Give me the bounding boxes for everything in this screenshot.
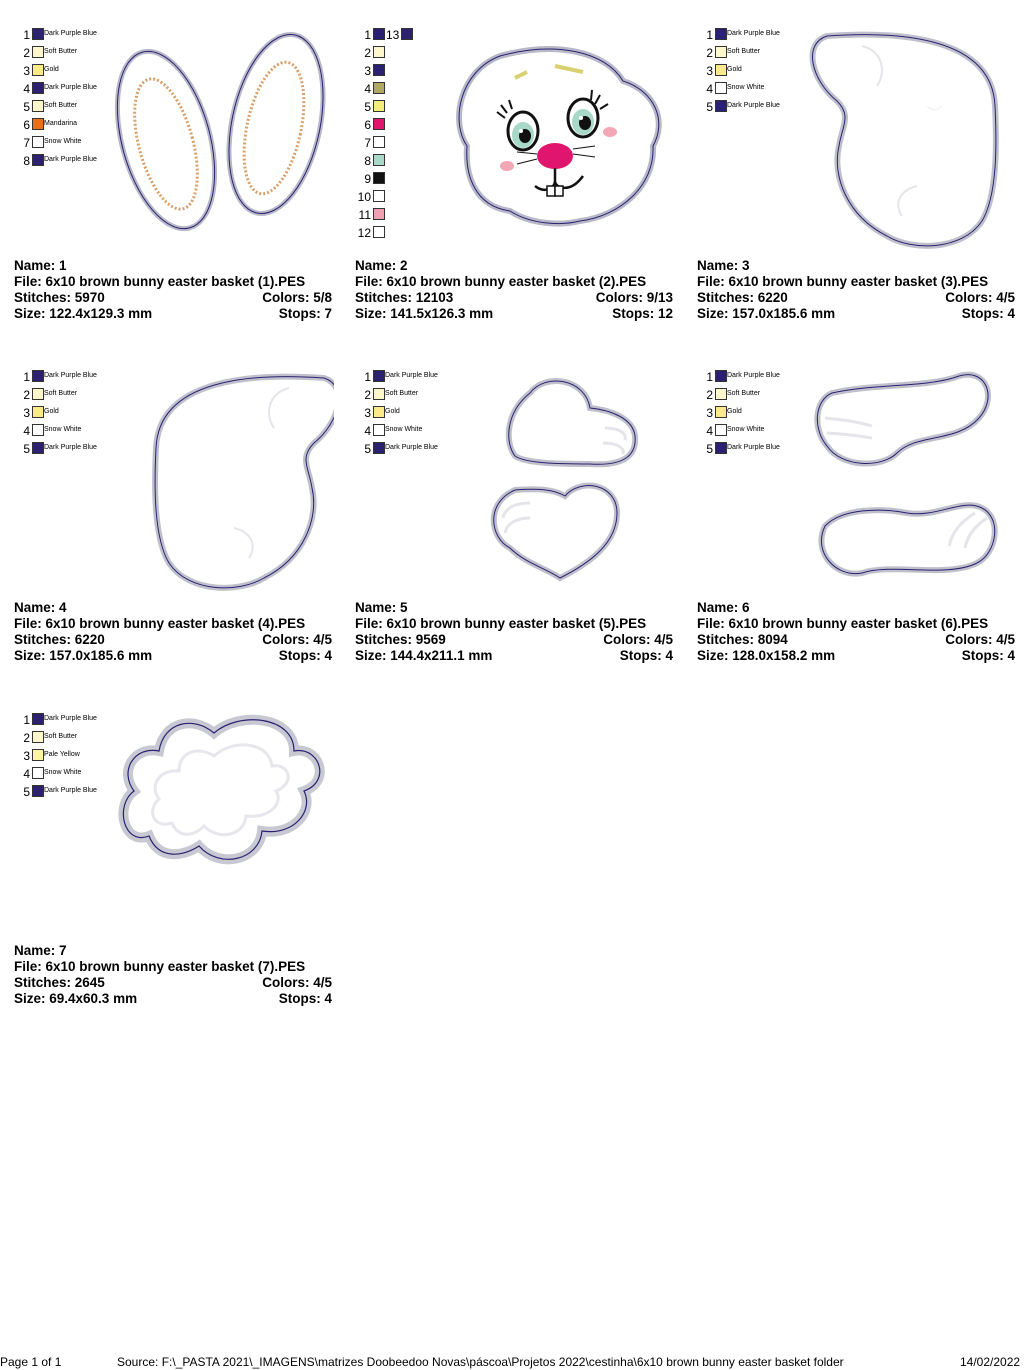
design-file: File: 6x10 brown bunny easter basket (5).PES bbox=[355, 616, 647, 631]
legend-number: 4 bbox=[706, 82, 713, 96]
legend-number: 2 bbox=[23, 388, 30, 402]
design-stops: Stops: 4 bbox=[278, 991, 332, 1006]
design-info bbox=[14, 600, 332, 664]
legend-number: 5 bbox=[364, 100, 371, 114]
legend-number: 3 bbox=[706, 406, 713, 420]
design-info bbox=[697, 600, 1015, 664]
thread-name: Snow White bbox=[385, 426, 423, 433]
thread-name: Dark Purple Blue bbox=[44, 30, 97, 37]
thread-name: Soft Butter bbox=[44, 102, 78, 109]
legend-number: 4 bbox=[364, 82, 371, 96]
legend-number: 3 bbox=[364, 406, 371, 420]
legend-number: 5 bbox=[23, 442, 30, 456]
design-name: Name: 7 bbox=[14, 943, 67, 958]
footer-date: 14/02/2022 bbox=[960, 1355, 1021, 1369]
thread-name: Soft Butter bbox=[727, 48, 761, 55]
thread-name: Snow White bbox=[44, 769, 82, 776]
design-size: Size: 157.0x185.6 mm bbox=[14, 648, 153, 663]
legend-number: 2 bbox=[706, 388, 713, 402]
legend-number: 7 bbox=[364, 136, 371, 150]
thread-name: Dark Purple Blue bbox=[727, 372, 780, 379]
legend-number: 1 bbox=[23, 713, 30, 727]
legend-number: 3 bbox=[23, 406, 30, 420]
design-card-5 bbox=[355, 368, 675, 698]
design-file: File: 6x10 brown bunny easter basket (6).PES bbox=[697, 616, 989, 631]
design-preview-ears bbox=[14, 26, 334, 251]
legend-number: 3 bbox=[23, 64, 30, 78]
legend-number: 1 bbox=[706, 370, 713, 384]
design-file: File: 6x10 brown bunny easter basket (2).PES bbox=[355, 274, 647, 289]
legend-number: 2 bbox=[23, 46, 30, 60]
design-stops: Stops: 7 bbox=[278, 306, 332, 321]
design-card-1 bbox=[14, 26, 334, 356]
thread-name: Dark Purple Blue bbox=[727, 102, 780, 109]
design-stops: Stops: 4 bbox=[961, 648, 1015, 663]
design-preview-tail bbox=[14, 711, 334, 936]
legend-number: 2 bbox=[364, 388, 371, 402]
design-file: File: 6x10 brown bunny easter basket (4).PES bbox=[14, 616, 306, 631]
design-colors: Colors: 9/13 bbox=[595, 290, 673, 305]
design-colors: Colors: 4/5 bbox=[262, 632, 332, 647]
design-file: File: 6x10 brown bunny easter basket (7).PES bbox=[14, 959, 306, 974]
thread-name: Dark Purple Blue bbox=[385, 372, 438, 379]
legend-number: 8 bbox=[23, 154, 30, 168]
thread-name: Mandarina bbox=[44, 120, 78, 127]
legend-number: 3 bbox=[706, 64, 713, 78]
design-colors: Colors: 4/5 bbox=[603, 632, 673, 647]
thread-name: Gold bbox=[727, 408, 742, 415]
thread-name: Pale Yellow bbox=[44, 751, 80, 758]
design-card-6 bbox=[697, 368, 1017, 698]
design-info bbox=[14, 943, 332, 1007]
design-card-2 bbox=[355, 26, 675, 356]
design-stops: Stops: 4 bbox=[961, 306, 1015, 321]
design-preview-body-left bbox=[697, 26, 1017, 251]
thread-name: Dark Purple Blue bbox=[44, 372, 97, 379]
legend-number: 1 bbox=[23, 28, 30, 42]
legend-number: 5 bbox=[23, 100, 30, 114]
design-colors: Colors: 4/5 bbox=[262, 975, 332, 990]
thread-name: Dark Purple Blue bbox=[44, 444, 97, 451]
thread-name: Gold bbox=[727, 66, 742, 73]
design-info bbox=[697, 258, 1015, 322]
design-name: Name: 1 bbox=[14, 258, 67, 273]
legend-number: 12 bbox=[357, 226, 371, 240]
thread-name: Snow White bbox=[44, 426, 82, 433]
thread-name: Gold bbox=[385, 408, 400, 415]
legend-number: 8 bbox=[364, 154, 371, 168]
design-name: Name: 3 bbox=[697, 258, 750, 273]
thread-name: Dark Purple Blue bbox=[385, 444, 438, 451]
legend-number: 5 bbox=[364, 442, 371, 456]
thread-name: Soft Butter bbox=[727, 390, 761, 397]
legend-number: 13 bbox=[386, 28, 400, 42]
legend-number: 2 bbox=[23, 731, 30, 745]
design-stops: Stops: 4 bbox=[619, 648, 673, 663]
design-info bbox=[355, 600, 673, 664]
thread-name: Gold bbox=[44, 66, 59, 73]
design-size: Size: 144.4x211.1 mm bbox=[355, 648, 493, 663]
thread-name: Soft Butter bbox=[44, 390, 78, 397]
thread-name: Dark Purple Blue bbox=[44, 84, 97, 91]
legend-number: 7 bbox=[23, 136, 30, 150]
design-card-4 bbox=[14, 368, 334, 698]
legend-number: 9 bbox=[364, 172, 371, 186]
thread-name: Gold bbox=[44, 408, 59, 415]
legend-number: 5 bbox=[706, 442, 713, 456]
legend-number: 1 bbox=[364, 370, 371, 384]
design-stitches: Stitches: 6220 bbox=[697, 290, 788, 305]
design-size: Size: 69.4x60.3 mm bbox=[14, 991, 138, 1006]
legend-number: 5 bbox=[706, 100, 713, 114]
thread-name: Dark Purple Blue bbox=[44, 156, 97, 163]
legend-number: 2 bbox=[706, 46, 713, 60]
legend-number: 1 bbox=[706, 28, 713, 42]
footer-source: Source: F:\_PASTA 2021\_IMAGENS\matrizes Doobeedoo Novas\páscoa\Projetos 2022\cestinha\6x10 brown bunny easter basket folder bbox=[117, 1355, 844, 1369]
design-name: Name: 2 bbox=[355, 258, 408, 273]
legend-number: 1 bbox=[364, 28, 371, 42]
design-preview-face bbox=[355, 26, 675, 251]
legend-number: 3 bbox=[364, 64, 371, 78]
thread-name: Dark Purple Blue bbox=[727, 444, 780, 451]
design-stitches: Stitches: 9569 bbox=[355, 632, 446, 647]
legend-number: 1 bbox=[23, 370, 30, 384]
footer-page: Page 1 of 1 bbox=[0, 1355, 62, 1369]
legend-number: 6 bbox=[364, 118, 371, 132]
legend-number: 3 bbox=[23, 749, 30, 763]
design-card-3 bbox=[697, 26, 1017, 356]
design-card-7 bbox=[14, 711, 334, 1041]
design-size: Size: 128.0x158.2 mm bbox=[697, 648, 836, 663]
legend-number: 4 bbox=[23, 82, 30, 96]
design-size: Size: 122.4x129.3 mm bbox=[14, 306, 153, 321]
thread-name: Snow White bbox=[44, 138, 82, 145]
design-stitches: Stitches: 5970 bbox=[14, 290, 105, 305]
legend-number: 5 bbox=[23, 785, 30, 799]
thread-name: Soft Butter bbox=[44, 48, 78, 55]
legend-number: 4 bbox=[23, 424, 30, 438]
design-preview-paws bbox=[355, 368, 675, 593]
thread-name: Dark Purple Blue bbox=[727, 30, 780, 37]
design-colors: Colors: 5/8 bbox=[262, 290, 332, 305]
design-name: Name: 4 bbox=[14, 600, 67, 615]
design-preview-body-right bbox=[14, 368, 334, 593]
design-preview-feet bbox=[697, 368, 1017, 593]
design-size: Size: 141.5x126.3 mm bbox=[355, 306, 494, 321]
design-info bbox=[355, 258, 673, 322]
design-stitches: Stitches: 2645 bbox=[14, 975, 105, 990]
thread-name: Snow White bbox=[727, 426, 765, 433]
design-name: Name: 6 bbox=[697, 600, 750, 615]
thread-name: Soft Butter bbox=[44, 733, 78, 740]
legend-number: 4 bbox=[706, 424, 713, 438]
legend-number: 10 bbox=[357, 190, 371, 204]
design-name: Name: 5 bbox=[355, 600, 408, 615]
design-stitches: Stitches: 6220 bbox=[14, 632, 105, 647]
legend-number: 2 bbox=[364, 46, 371, 60]
design-size: Size: 157.0x185.6 mm bbox=[697, 306, 836, 321]
legend-number: 11 bbox=[358, 208, 371, 222]
legend-number: 4 bbox=[23, 767, 30, 781]
design-file: File: 6x10 brown bunny easter basket (3).PES bbox=[697, 274, 989, 289]
design-stops: Stops: 4 bbox=[278, 648, 332, 663]
design-stitches: Stitches: 12103 bbox=[355, 290, 454, 305]
design-info bbox=[14, 258, 332, 322]
design-colors: Colors: 4/5 bbox=[945, 632, 1015, 647]
design-colors: Colors: 4/5 bbox=[945, 290, 1015, 305]
thread-name: Dark Purple Blue bbox=[44, 787, 97, 794]
thread-name: Snow White bbox=[727, 84, 765, 91]
thread-name: Soft Butter bbox=[385, 390, 419, 397]
legend-number: 4 bbox=[364, 424, 371, 438]
design-file: File: 6x10 brown bunny easter basket (1).PES bbox=[14, 274, 306, 289]
thread-name: Dark Purple Blue bbox=[44, 715, 97, 722]
design-stops: Stops: 12 bbox=[612, 306, 673, 321]
legend-number: 6 bbox=[23, 118, 30, 132]
design-stitches: Stitches: 8094 bbox=[697, 632, 788, 647]
